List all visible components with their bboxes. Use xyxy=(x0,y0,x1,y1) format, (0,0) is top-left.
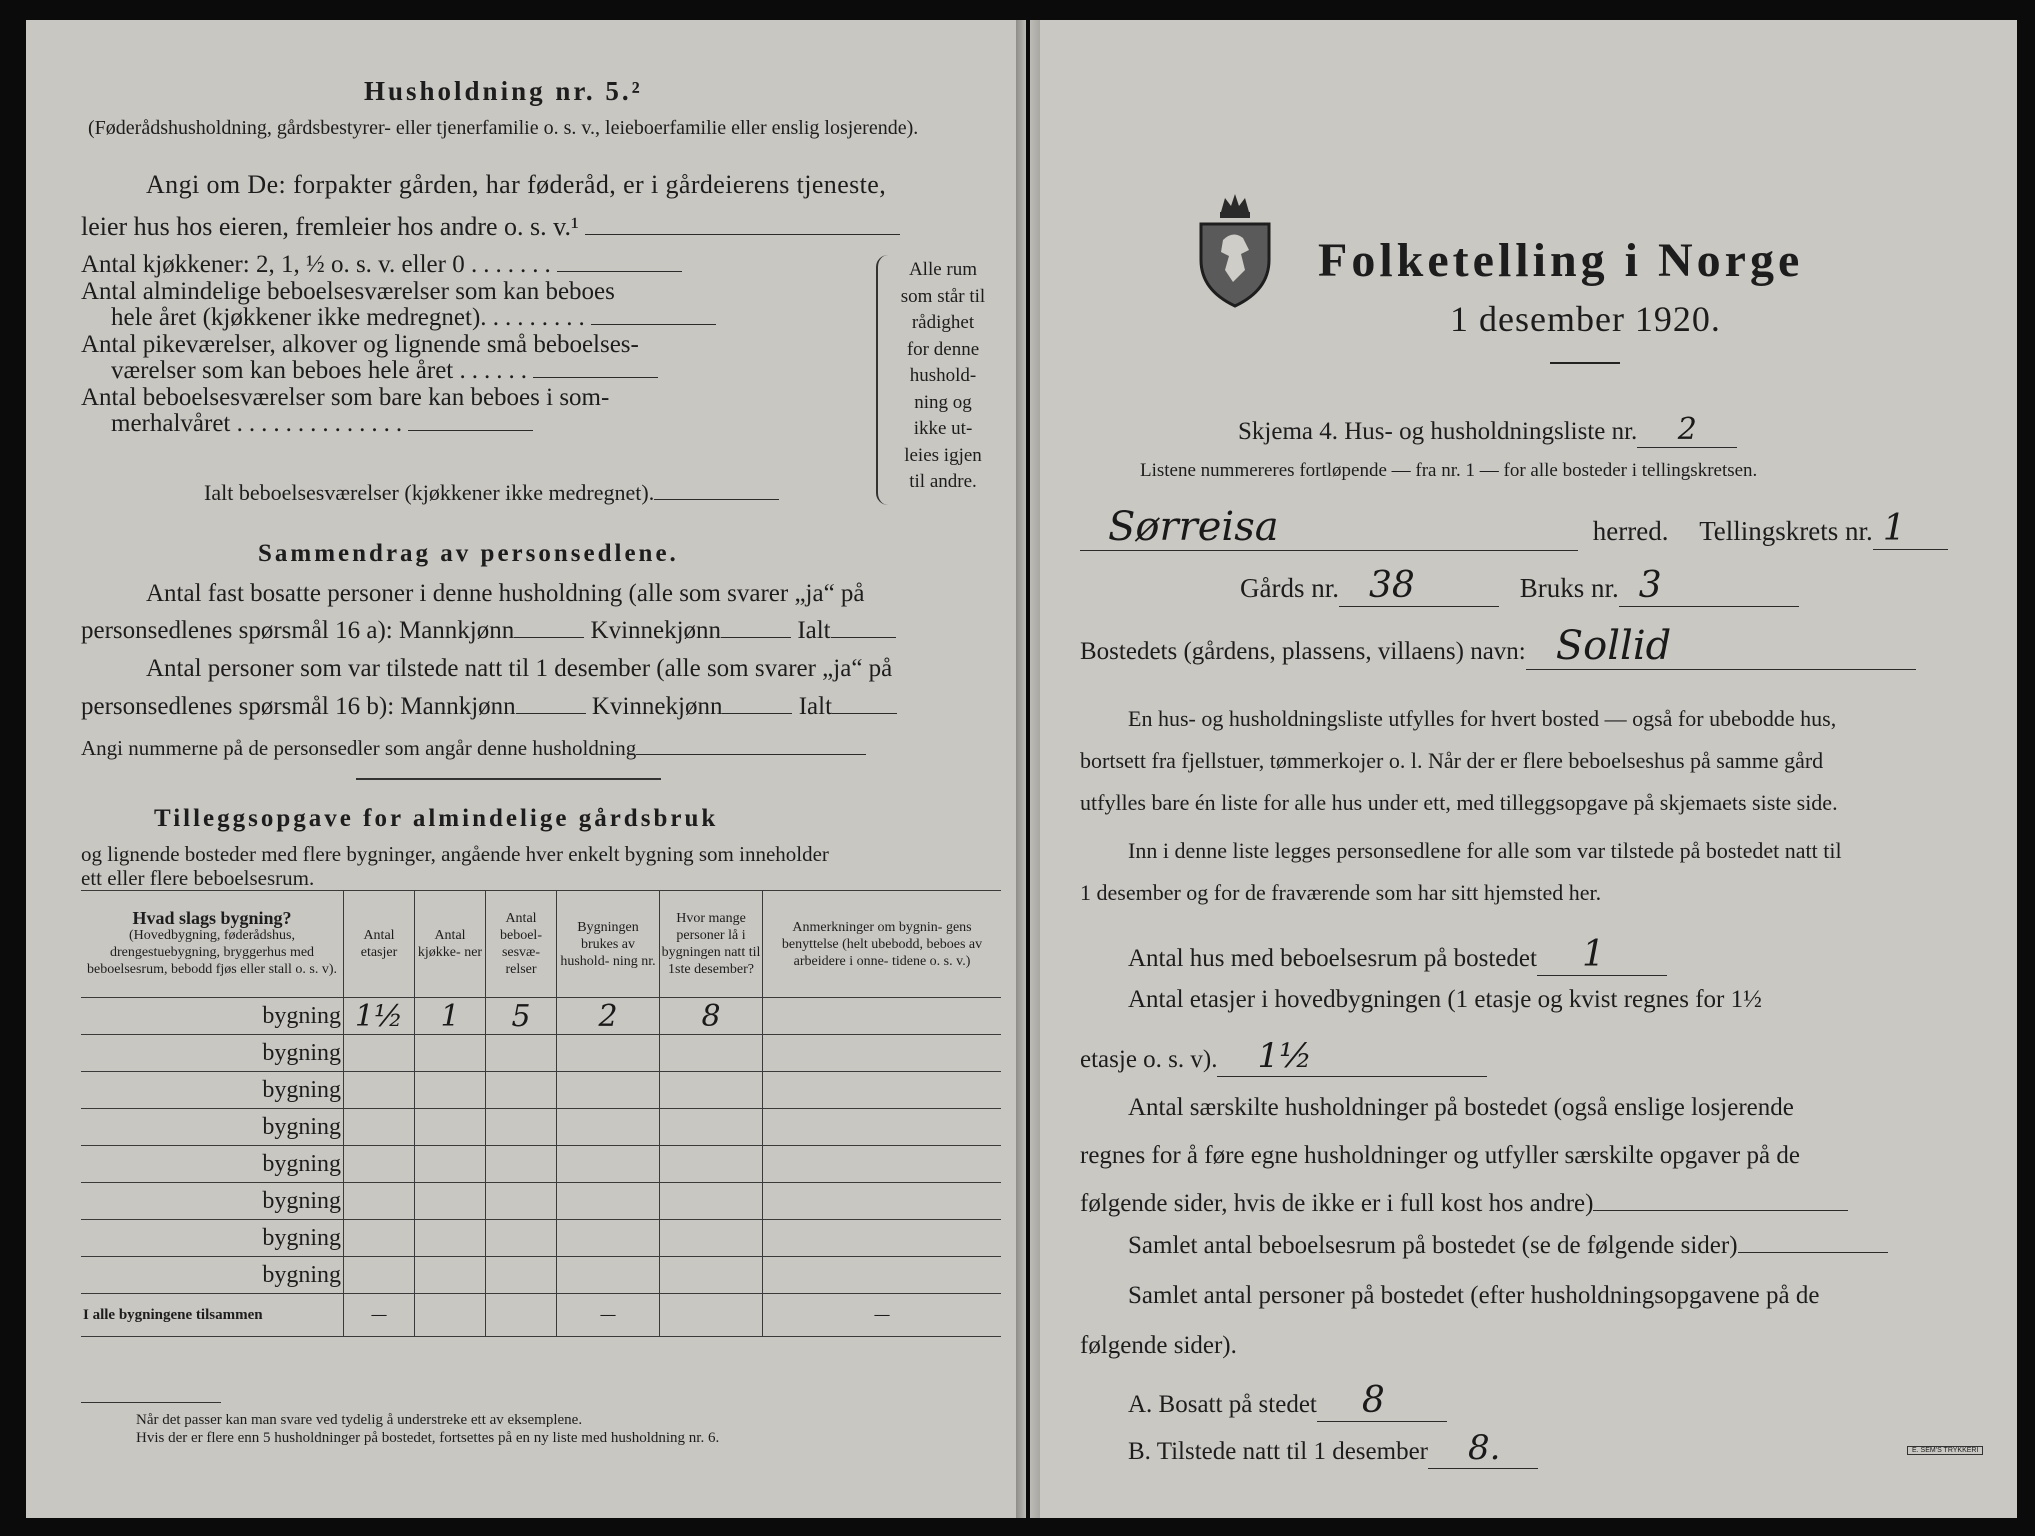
col-header-rooms: Antal beboel- sesvæ- relser xyxy=(486,891,557,998)
total-cell xyxy=(660,1294,763,1337)
household-subtitle: (Føderådshusholdning, gårdsbestyrer- eller tjenerfamilie o. s. v., leieboerfamilie eller enslig losjerende). xyxy=(88,117,919,139)
table-cell: 8 xyxy=(660,998,763,1035)
table-row xyxy=(81,1146,1001,1183)
tilstede-line: B. Tilstede natt til 1 desember 8. xyxy=(1128,1428,1538,1469)
rooms-small-2: værelser som kan beboes hele året ...... xyxy=(81,358,716,385)
angi-nummerne: Angi nummerne på de personsedler som angår denne husholdning xyxy=(81,736,866,761)
herred-line: Sørreisa herred. Tellingskrets nr. 1 xyxy=(1080,504,1948,551)
table-cell xyxy=(415,1183,486,1220)
building-table xyxy=(81,890,1001,1337)
col-header-floors: Antal etasjer xyxy=(344,891,415,998)
tillegg-sub-1: og lignende bosteder med flere bygninger, angående hver enkelt bygning som inneholder xyxy=(81,842,829,866)
rooms-kitchens: Antal kjøkkener: 2, 1, ½ o. s. v. eller 0 ....... xyxy=(81,252,716,279)
angi-line-2: leier hus hos eieren, fremleier hos andre o. s. v.¹ xyxy=(81,212,900,242)
bosted-value: Sollid xyxy=(1555,623,1672,669)
table-cell xyxy=(344,1035,415,1072)
herred-value: Sørreisa xyxy=(1108,504,1279,550)
samlet-pers-line-1: Samlet antal personer på bostedet (efter husholdningsopgavene på de xyxy=(1128,1282,1820,1309)
table-cell xyxy=(415,1035,486,1072)
table-cell xyxy=(415,1257,486,1294)
table-total-row xyxy=(81,1294,1001,1337)
table-row xyxy=(81,1109,1001,1146)
total-cell: — xyxy=(763,1294,1002,1337)
table-cell xyxy=(660,1257,763,1294)
total-label: I alle bygningene tilsammen xyxy=(81,1294,344,1337)
sammendrag-2: personsedlenes spørsmål 16 a): Mannkjønn Kvinnekjønn Ialt xyxy=(81,617,896,645)
total-cell xyxy=(415,1294,486,1337)
bosatt-value: 8 xyxy=(1361,1380,1385,1421)
krets-value: 1 xyxy=(1882,508,1906,549)
row-label: bygning xyxy=(81,1072,344,1109)
total-cell: — xyxy=(557,1294,660,1337)
table-cell xyxy=(557,1257,660,1294)
table-cell xyxy=(763,1035,1002,1072)
tilstede-value: 8. xyxy=(1468,1428,1501,1468)
table-cell xyxy=(660,1035,763,1072)
bosted-line: Bostedets (gårdens, plassens, villaens) navn: Sollid xyxy=(1080,623,1916,670)
table-row xyxy=(81,1220,1001,1257)
table-cell xyxy=(660,1220,763,1257)
table-cell xyxy=(557,1146,660,1183)
tillegg-sub-2: ett eller flere beboelsesrum. xyxy=(81,866,315,890)
sammendrag-4: personsedlenes spørsmål 16 b): Mannkjønn Kvinnekjønn Ialt xyxy=(81,693,897,721)
table-cell xyxy=(415,1220,486,1257)
table-cell: 1½ xyxy=(344,998,415,1035)
table-cell xyxy=(344,1257,415,1294)
table-cell xyxy=(557,1220,660,1257)
right-page xyxy=(1030,20,2017,1518)
table-row xyxy=(81,998,1001,1035)
total-cell: — xyxy=(344,1294,415,1337)
row-label: bygning xyxy=(81,1183,344,1220)
rooms-small: Antal pikeværelser, alkover og lignende små beboelses- xyxy=(81,330,639,358)
table-cell xyxy=(486,1220,557,1257)
row-label: bygning xyxy=(81,1146,344,1183)
table-cell xyxy=(763,1146,1002,1183)
footnote-2: Hvis der er flere enn 5 husholdninger på bostedet, fortsettes på en ny liste med husholdning nr. 6. xyxy=(136,1430,720,1446)
left-page xyxy=(26,20,1026,1518)
etasjer-line-2: etasje o. s. v). 1½ xyxy=(1080,1036,1487,1077)
footnote-rule xyxy=(81,1402,221,1403)
col-header-persons: Hvor mange personer lå i bygningen natt til 1ste desember? xyxy=(660,891,763,998)
table-header-row xyxy=(81,891,1001,998)
table-cell xyxy=(415,1072,486,1109)
etasjer-value: 1½ xyxy=(1257,1036,1313,1076)
table-cell xyxy=(763,998,1002,1035)
footnote-1: Når det passer kan man svare ved tydelig å understreke ett av eksemplene. xyxy=(136,1412,583,1428)
table-cell xyxy=(415,1146,486,1183)
table-row xyxy=(81,1183,1001,1220)
listene-note: Listene nummereres fortløpende — fra nr. 1 — for alle bosteder i tellingskretsen. xyxy=(1140,460,1758,481)
table-cell xyxy=(660,1072,763,1109)
table-row xyxy=(81,1257,1001,1294)
table-row xyxy=(81,1072,1001,1109)
rooms-summer: Antal beboelsesværelser som bare kan beboes i som- xyxy=(81,383,610,411)
skjema-line: Skjema 4. Hus- og husholdningsliste nr. 2 xyxy=(1238,412,1737,448)
table-cell xyxy=(486,1146,557,1183)
page-fold xyxy=(1030,20,1040,1518)
row-label: bygning xyxy=(81,998,344,1035)
instructions-1: En hus- og husholdningsliste utfylles for hvert bosted — også for ubebodde hus, bortsett fra fjellstuer, tømmerkojer o. l. Når der er flere beboelseshus på samme gård utfylles bare én liste for alle hus under ett, med tilleggsopgave på skjemaets siste side. xyxy=(1080,706,1838,815)
printer-mark: E. SEM'S TRYKKERI xyxy=(1907,1446,1983,1455)
page-fold xyxy=(1016,20,1026,1518)
rooms-ordinary-2: hele året (kjøkkener ikke medregnet). ........ xyxy=(81,305,716,332)
row-label: bygning xyxy=(81,1220,344,1257)
table-cell xyxy=(660,1109,763,1146)
table-cell xyxy=(486,1035,557,1072)
table-cell: 2 xyxy=(557,998,660,1035)
table-cell: 1 xyxy=(415,998,486,1035)
rooms-summer-2: merhalvåret .............. xyxy=(81,411,716,438)
hus-line: Antal hus med beboelsesrum på bostedet 1 xyxy=(1128,934,1667,976)
hus-value: 1 xyxy=(1581,934,1605,975)
table-cell: 5 xyxy=(486,998,557,1035)
table-cell xyxy=(344,1183,415,1220)
separator xyxy=(356,778,661,780)
census-date: 1 desember 1920. xyxy=(1450,299,1721,339)
sammendrag-title: Sammendrag av personsedlene. xyxy=(258,540,679,567)
row-label: bygning xyxy=(81,1035,344,1072)
table-cell xyxy=(486,1257,557,1294)
tillegg-title: Tilleggsopgave for almindelige gårdsbruk xyxy=(154,805,719,832)
sammendrag-1: Antal fast bosatte personer i denne husholdning (alle som svarer „ja“ på xyxy=(146,580,865,607)
table-cell xyxy=(763,1257,1002,1294)
census-title: Folketelling i Norge xyxy=(1318,234,1804,287)
coat-of-arms-icon xyxy=(1193,190,1278,310)
table-cell xyxy=(557,1072,660,1109)
samlet-pers-line-2: følgende sider). xyxy=(1080,1332,1237,1359)
table-cell xyxy=(486,1109,557,1146)
table-cell xyxy=(344,1072,415,1109)
col-header-household: Bygningen brukes av hushold- ning nr. xyxy=(557,891,660,998)
table-cell xyxy=(557,1109,660,1146)
table-cell xyxy=(660,1146,763,1183)
table-cell xyxy=(344,1220,415,1257)
brace-note: Alle rum som står til rådighet for denne hushold- ning og ikke ut- leies igjen til andre. xyxy=(900,259,986,492)
table-row xyxy=(81,1035,1001,1072)
row-label: bygning xyxy=(81,1257,344,1294)
saerskilte-block: Antal særskilte husholdninger på bostedet (også enslige losjerende regnes for å føre egne husholdninger og utfyller særskilte opgaver på de følgende sider, hvis de ikke er i full kost hos andre) xyxy=(1080,1084,1980,1228)
table-cell xyxy=(344,1109,415,1146)
samlet-rum-line: Samlet antal beboelsesrum på bostedet (se de følgende sider) xyxy=(1128,1232,1888,1260)
col-header-building: Hvad slags bygning? (Hovedbygning, føderådshus, drengestuebygning, bryggerhus med beboelsesrum, bebodd fjøs eller stall o. s. v). xyxy=(81,891,344,998)
table-cell xyxy=(763,1109,1002,1146)
table-cell xyxy=(344,1146,415,1183)
table-cell xyxy=(557,1183,660,1220)
rooms-total: Ialt beboelsesværelser (kjøkkener ikke medregnet). xyxy=(204,480,779,506)
gards-line: Gårds nr. 38 Bruks nr. 3 xyxy=(1240,565,1799,607)
table-cell xyxy=(763,1183,1002,1220)
row-label: bygning xyxy=(81,1109,344,1146)
bruks-value: 3 xyxy=(1638,565,1662,606)
title-rule xyxy=(1550,362,1620,364)
etasjer-line-1: Antal etasjer i hovedbygningen (1 etasje og kvist regnes for 1½ xyxy=(1128,986,1762,1013)
col-header-remarks: Anmerkninger om bygnin- gens benyttelse (helt ubebodd, beboes av arbeidere i onne- tidene o. s. v.) xyxy=(763,891,1002,998)
table-cell xyxy=(763,1220,1002,1257)
angi-line-1: Angi om De: forpakter gården, har føderåd, er i gårdeierens tjeneste, xyxy=(146,170,887,199)
table-cell xyxy=(763,1072,1002,1109)
rooms-block xyxy=(81,252,716,438)
bosatt-line: A. Bosatt på stedet 8 xyxy=(1128,1380,1447,1422)
household-title: Husholdning nr. 5.² xyxy=(364,76,643,106)
rooms-ordinary: Antal almindelige beboelsesværelser som kan beboes xyxy=(81,277,615,305)
table-cell xyxy=(660,1183,763,1220)
sammendrag-3: Antal personer som var tilstede natt til 1 desember (alle som svarer „ja“ på xyxy=(146,655,893,682)
table-cell xyxy=(557,1035,660,1072)
total-cell xyxy=(486,1294,557,1337)
skjema-nr-value: 2 xyxy=(1677,412,1697,447)
gards-value: 38 xyxy=(1368,565,1415,606)
table-cell xyxy=(486,1183,557,1220)
table-cell xyxy=(486,1072,557,1109)
table-cell xyxy=(415,1109,486,1146)
col-header-kitchens: Antal kjøkke- ner xyxy=(415,891,486,998)
instructions-2: Inn i denne liste legges personsedlene for alle som var tilstede på bostedet natt til 1 desember og for de fraværende som har sitt hjemsted her. xyxy=(1080,838,1842,905)
